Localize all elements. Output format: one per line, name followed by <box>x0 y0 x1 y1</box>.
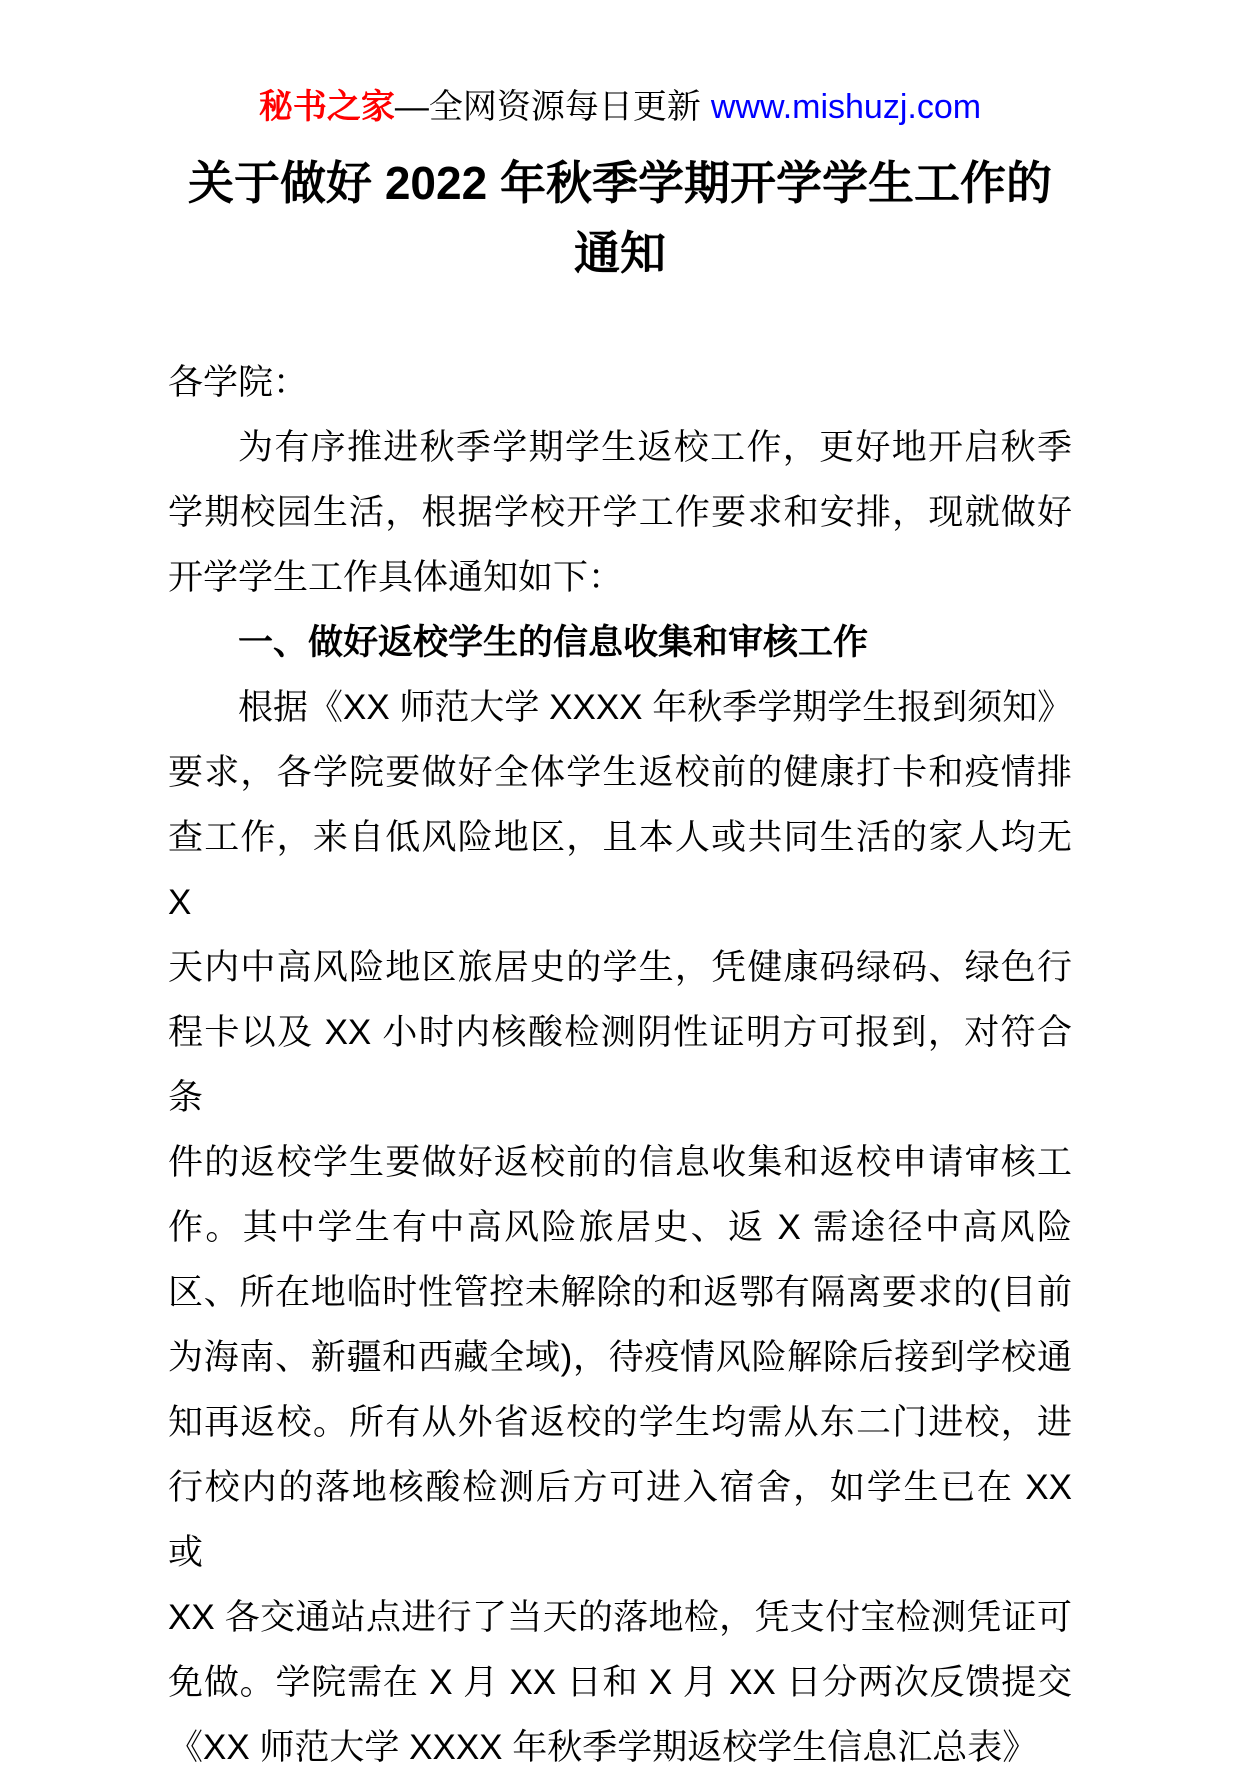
document-title <box>168 148 1072 288</box>
section-1-paragraph-line: 区、所在地临时性管控未解除的和返鄂有隔离要求的(目前 <box>168 1273 1072 1312</box>
section-1-paragraph-line: 作。其中学生有中高风险旅居史、返 X 需途径中高风险 <box>168 1208 1072 1247</box>
site-tagline: —全网资源每日更新 <box>394 88 701 126</box>
section-1-paragraph-line: 查工作，来自低风险地区，且本人或共同生活的家人均无 X <box>168 818 1072 922</box>
intro-paragraph-line: 开学学生工作具体通知如下： <box>168 558 624 597</box>
section-1-paragraph-line: 件的返校学生要做好返校前的信息收集和返校申请审核工 <box>168 1143 1072 1182</box>
section-1-paragraph-line: 免做。学院需在 X 月 XX 日和 X 月 XX 日分两次反馈提交 <box>168 1663 1072 1702</box>
section-1-paragraph-line: 为海南、新疆和西藏全域)，待疫情风险解除后接到学校通 <box>168 1338 1072 1377</box>
section-1-paragraph-line: 要求，各学院要做好全体学生返校前的健康打卡和疫情排 <box>168 753 1072 792</box>
section-1-paragraph-line: 根据《XX 师范大学 XXXX 年秋季学期学生报到须知》 <box>238 688 1073 727</box>
document-title-line-2: 通知 <box>574 227 666 279</box>
section-1-paragraph-line: 天内中高风险地区旅居史的学生，凭健康码绿码、绿色行 <box>168 948 1072 987</box>
section-1-paragraph-line: 知再返校。所有从外省返校的学生均需从东二门进校，进 <box>168 1403 1072 1442</box>
section-1-paragraph-line: 《XX 师范大学 XXXX 年秋季学期返校学生信息汇总表》 <box>168 1728 1038 1767</box>
document-body <box>168 350 1072 1780</box>
site-brand: 秘书之家 <box>258 88 395 126</box>
section-1-paragraph-line: XX 各交通站点进行了当天的落地检，凭支付宝检测凭证可 <box>168 1598 1072 1637</box>
salutation-line: 各学院： <box>168 363 309 402</box>
section-1-paragraph-line: 行校内的落地核酸检测后方可进入宿舍，如学生已在 XX 或 <box>168 1468 1072 1572</box>
section-1-paragraph-line: 程卡以及 XX 小时内核酸检测阴性证明方可报到，对符合条 <box>168 1013 1072 1117</box>
site-header <box>168 0 1072 128</box>
intro-paragraph-line: 学期校园生活，根据学校开学工作要求和安排，现就做好 <box>168 493 1072 532</box>
intro-paragraph-line: 为有序推进秋季学期学生返校工作，更好地开启秋季 <box>238 428 1072 467</box>
document-title-line-1: 关于做好 2022 年秋季学期开学学生工作的 <box>188 157 1052 209</box>
site-url-link[interactable]: www.mishuzj.com <box>710 88 982 126</box>
section-heading-1-line: 一、做好返校学生的信息收集和审核工作 <box>238 623 869 662</box>
